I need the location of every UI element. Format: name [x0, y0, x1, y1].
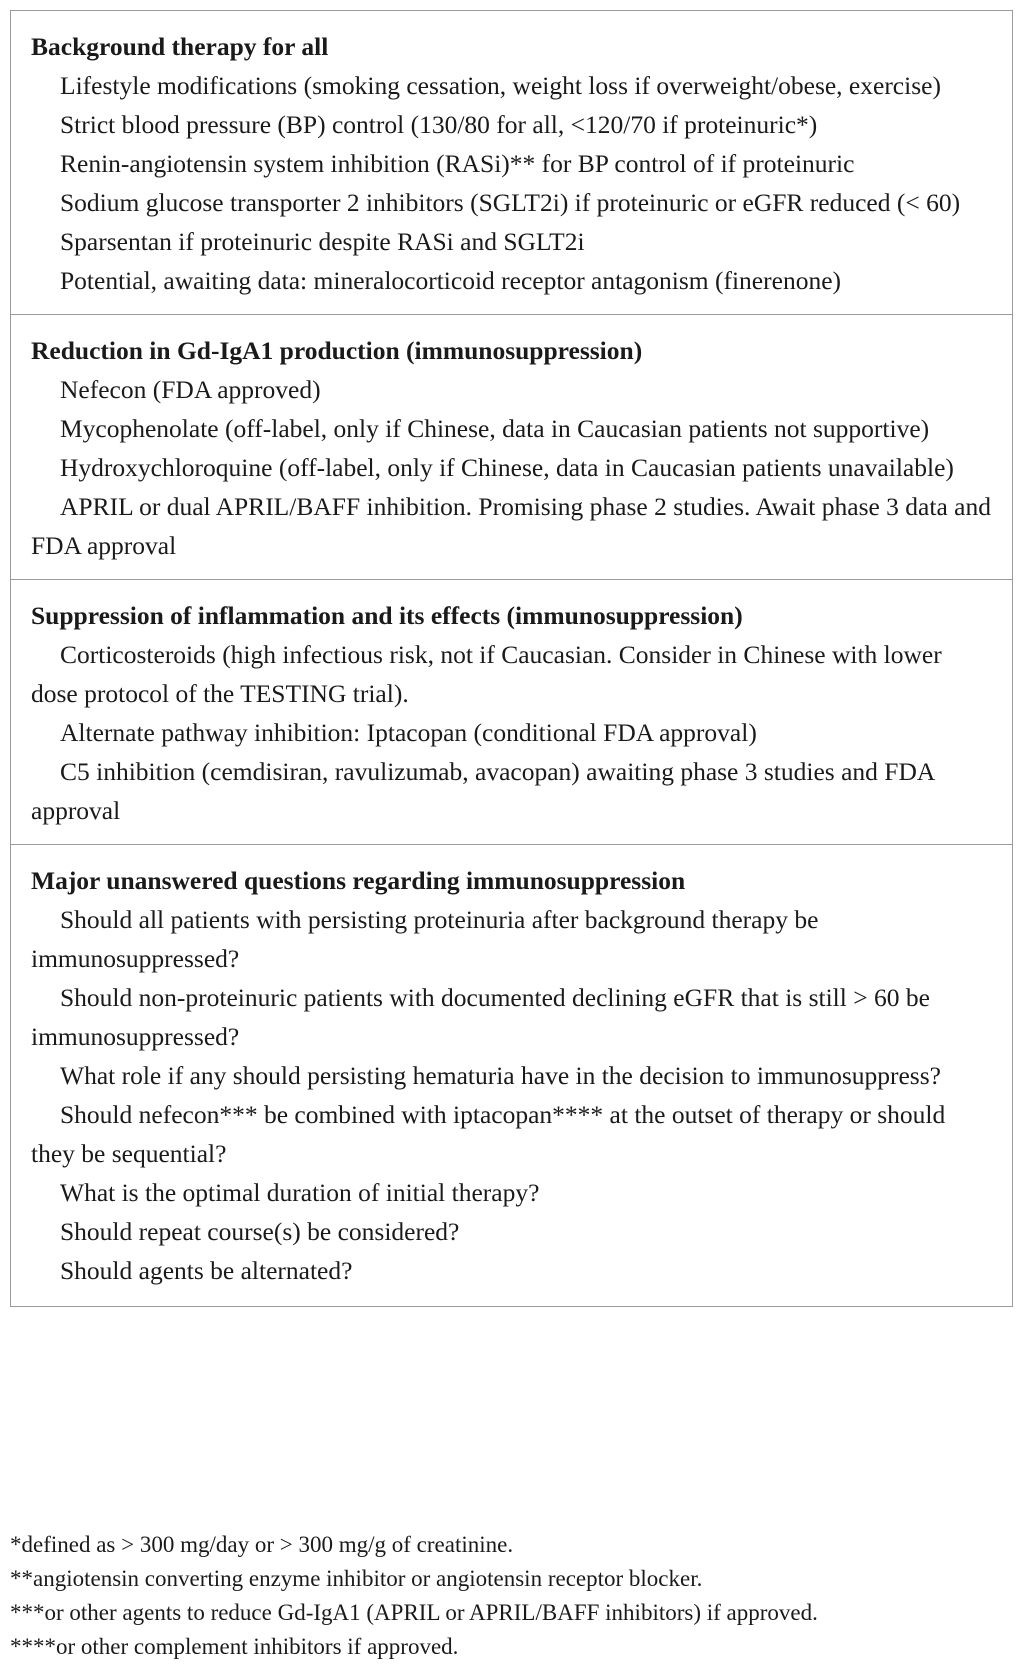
- section-gd-iga1-reduction: [11, 315, 1012, 580]
- table-footnotes: [10, 1528, 1015, 1664]
- list-item: What role if any should persisting hematuria have in the decision to immunosuppress?: [60, 1061, 941, 1090]
- list-item: Mycophenolate (off-label, only if Chinese, data in Caucasian patients not supportive): [60, 414, 930, 443]
- list-item: Should nefecon*** be combined with iptacopan**** at the outset of therapy or should they be sequential?: [31, 1100, 946, 1168]
- list-item: Should agents be alternated?: [60, 1256, 353, 1285]
- list-item: Strict blood pressure (BP) control (130/80 for all, <120/70 if proteinuric*): [60, 110, 818, 139]
- list-item: Should non-proteinuric patients with documented declining eGFR that is still > 60 be immunosuppressed?: [31, 983, 930, 1051]
- footnote: ***or other agents to reduce Gd-IgA1 (APRIL or APRIL/BAFF inhibitors) if approved.: [10, 1600, 818, 1625]
- section-heading: Major unanswered questions regarding immunosuppression: [31, 866, 686, 895]
- list-item: Sodium glucose transporter 2 inhibitors (SGLT2i) if proteinuric or eGFR reduced (< 60): [60, 188, 961, 217]
- list-item: Alternate pathway inhibition: Iptacopan (conditional FDA approval): [60, 718, 757, 747]
- footnote: *defined as > 300 mg/day or > 300 mg/g of creatinine.: [10, 1532, 514, 1557]
- section-background-therapy: [11, 11, 1012, 315]
- section-heading: Reduction in Gd-IgA1 production (immunosuppression): [31, 336, 643, 365]
- list-item: Potential, awaiting data: mineralocorticoid receptor antagonism (finerenone): [60, 266, 841, 295]
- section-inflammation-suppression: [11, 580, 1012, 845]
- list-item: Hydroxychloroquine (off-label, only if Chinese, data in Caucasian patients unavailable): [60, 453, 954, 482]
- list-item: What is the optimal duration of initial therapy?: [60, 1178, 540, 1207]
- section-heading: Suppression of inflammation and its effects (immunosuppression): [31, 601, 743, 630]
- section-unanswered-questions: [11, 845, 1012, 1306]
- list-item: Should repeat course(s) be considered?: [60, 1217, 460, 1246]
- therapy-table: [10, 10, 1013, 1307]
- section-heading: Background therapy for all: [31, 32, 329, 61]
- list-item: Lifestyle modifications (smoking cessation, weight loss if overweight/obese, exercise): [60, 71, 941, 100]
- list-item: Sparsentan if proteinuric despite RASi and SGLT2i: [60, 227, 585, 256]
- list-item: Should all patients with persisting proteinuria after background therapy be immunosuppressed?: [31, 905, 819, 973]
- footnote: **angiotensin converting enzyme inhibitor or angiotensin receptor blocker.: [10, 1566, 703, 1591]
- list-item: C5 inhibition (cemdisiran, ravulizumab, avacopan) awaiting phase 3 studies and FDA approval: [31, 757, 934, 825]
- list-item: Renin-angiotensin system inhibition (RASi)** for BP control of if proteinuric: [60, 149, 855, 178]
- list-item: APRIL or dual APRIL/BAFF inhibition. Promising phase 2 studies. Await phase 3 data and FDA approval: [31, 492, 991, 560]
- footnote: ****or other complement inhibitors if approved.: [10, 1634, 459, 1659]
- list-item: Nefecon (FDA approved): [60, 375, 321, 404]
- list-item: Corticosteroids (high infectious risk, not if Caucasian. Consider in Chinese with lower dose protocol of the TESTING trial).: [31, 640, 942, 708]
